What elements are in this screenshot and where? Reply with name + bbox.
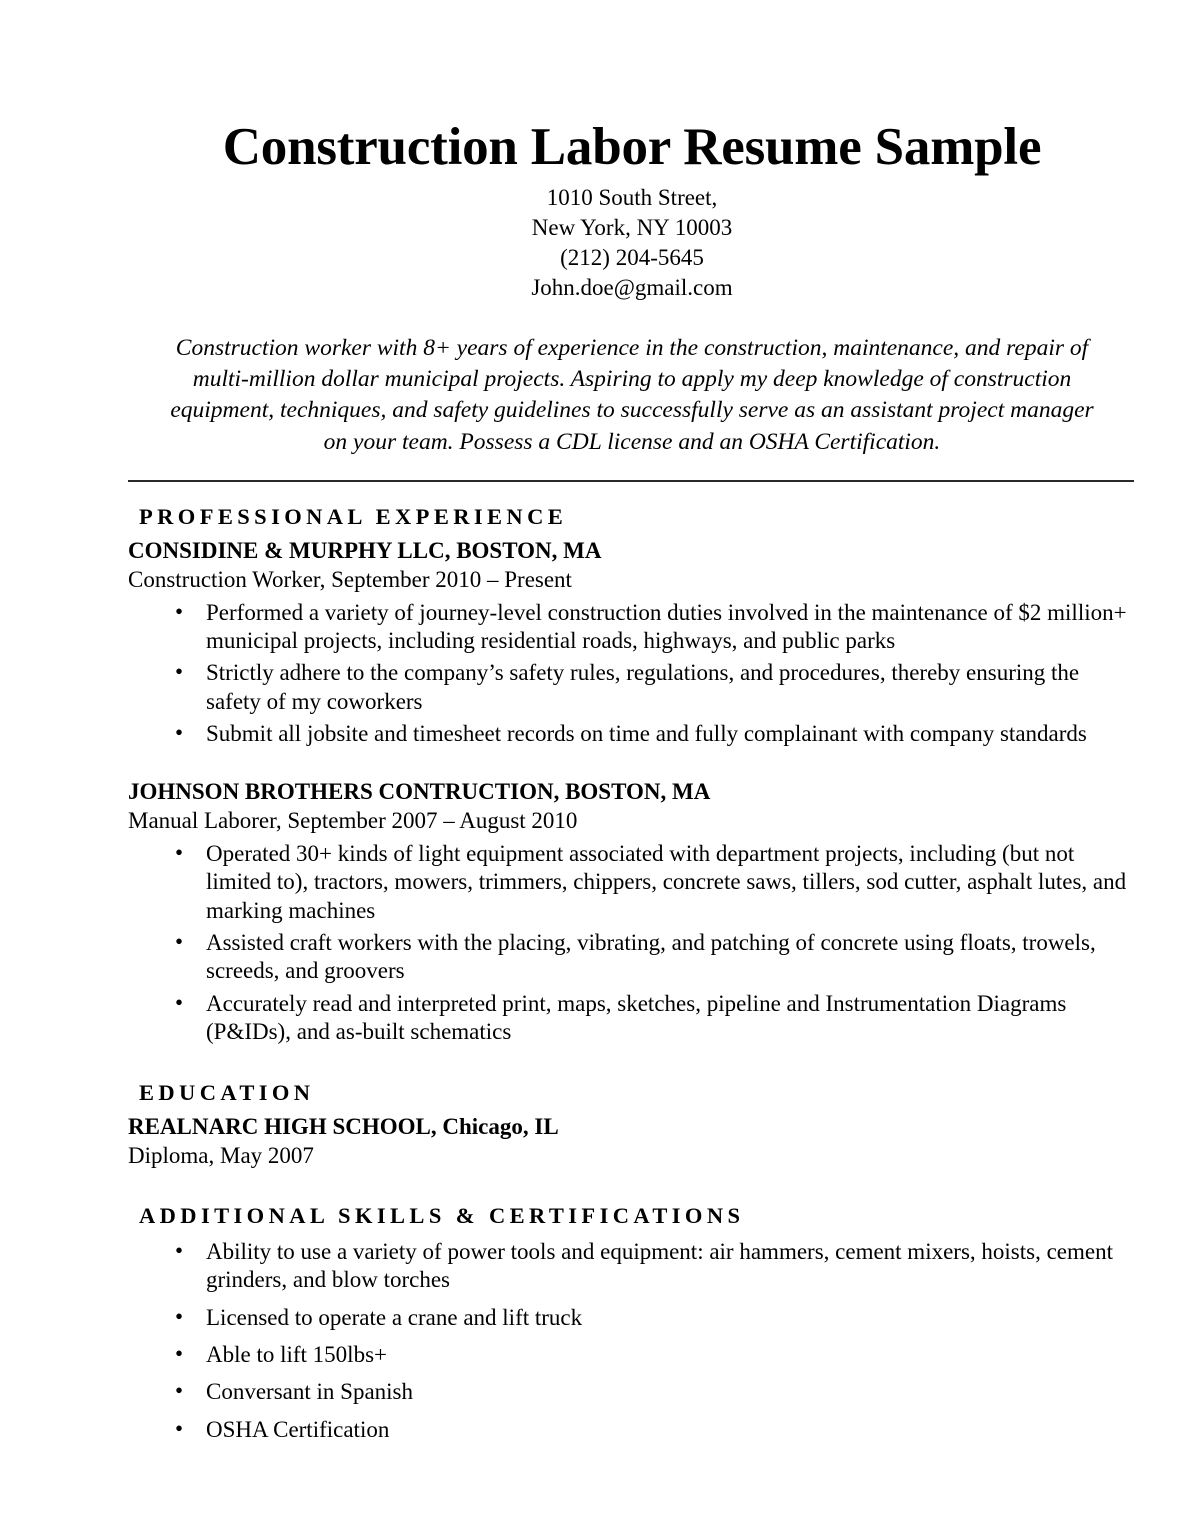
experience-bullet-list <box>128 599 1136 748</box>
section-heading-education: EDUCATION <box>139 1080 315 1106</box>
job-role-and-dates: Construction Worker, September 2010 – Present <box>128 566 572 592</box>
list-item: • Accurately read and interpreted print, maps, sketches, pipeline and Instrumentation Diagrams (P&IDs), and as-built schematics <box>128 990 1136 1047</box>
list-item: • Strictly adhere to the company’s safety rules, regulations, and procedures, thereby ensuring the safety of my coworkers <box>128 659 1136 716</box>
contact-city-state-zip: New York, NY 10003 <box>531 215 733 241</box>
section-additional-skills <box>128 1203 1136 1444</box>
job-role-and-dates: Manual Laborer, September 2007 – August 2010 <box>128 808 578 834</box>
header-divider <box>128 480 1134 482</box>
section-education <box>128 1080 1136 1171</box>
experience-entry <box>128 778 1136 1046</box>
list-item: • Submit all jobsite and timesheet records on time and fully complainant with company standards <box>128 720 1136 748</box>
degree-and-date: Diploma, May 2007 <box>128 1143 314 1169</box>
resume-content <box>128 118 1136 1444</box>
contact-info <box>128 183 1136 303</box>
experience-bullet-list <box>128 840 1136 1046</box>
list-item: • Assisted craft workers with the placing, vibrating, and patching of concrete using floats, trowels, screeds, and groovers <box>128 929 1136 986</box>
professional-summary: Construction worker with 8+ years of experience in the construction, maintenance, and repair of multi-million dollar municipal projects. Aspiring to apply my deep knowledge of construction equipment, techniques, and safety guidelines to successfully serve as an assistant project manager on your team. Possess a CDL license and an OSHA Certification. <box>170 334 1094 455</box>
list-item: • Licensed to operate a crane and lift truck <box>128 1304 1136 1332</box>
page-title: Construction Labor Resume Sample <box>222 118 1042 176</box>
skills-bullet-list <box>128 1238 1136 1444</box>
list-item: • Ability to use a variety of power tools and equipment: air hammers, cement mixers, hoists, cement grinders, and blow torches <box>128 1238 1136 1295</box>
section-heading-skills: ADDITIONAL SKILLS & CERTIFICATIONS <box>139 1203 745 1229</box>
school-name: REALNARC HIGH SCHOOL, Chicago, IL <box>128 1114 559 1140</box>
employer-name: CONSIDINE & MURPHY LLC, BOSTON, MA <box>128 537 602 563</box>
list-item: • Operated 30+ kinds of light equipment associated with department projects, including (but not limited to), tractors, mowers, trimmers, chippers, concrete saws, tillers, sod cutter, asphalt lutes, and marking machines <box>128 840 1136 925</box>
contact-email: John.doe@gmail.com <box>531 275 733 301</box>
contact-address: 1010 South Street, <box>546 185 718 211</box>
list-item: • OSHA Certification <box>128 1416 1136 1444</box>
section-professional-experience <box>128 504 1136 1046</box>
list-item: • Performed a variety of journey-level construction duties involved in the maintenance of $2 million+ municipal projects, including residential roads, highways, and public parks <box>128 599 1136 656</box>
contact-phone: (212) 204-5645 <box>560 245 704 271</box>
section-heading-experience: PROFESSIONAL EXPERIENCE <box>139 503 568 529</box>
list-item: • Conversant in Spanish <box>128 1378 1136 1406</box>
list-item: • Able to lift 150lbs+ <box>128 1341 1136 1369</box>
experience-entry <box>128 537 1136 748</box>
employer-name: JOHNSON BROTHERS CONTRUCTION, BOSTON, MA <box>128 779 711 805</box>
